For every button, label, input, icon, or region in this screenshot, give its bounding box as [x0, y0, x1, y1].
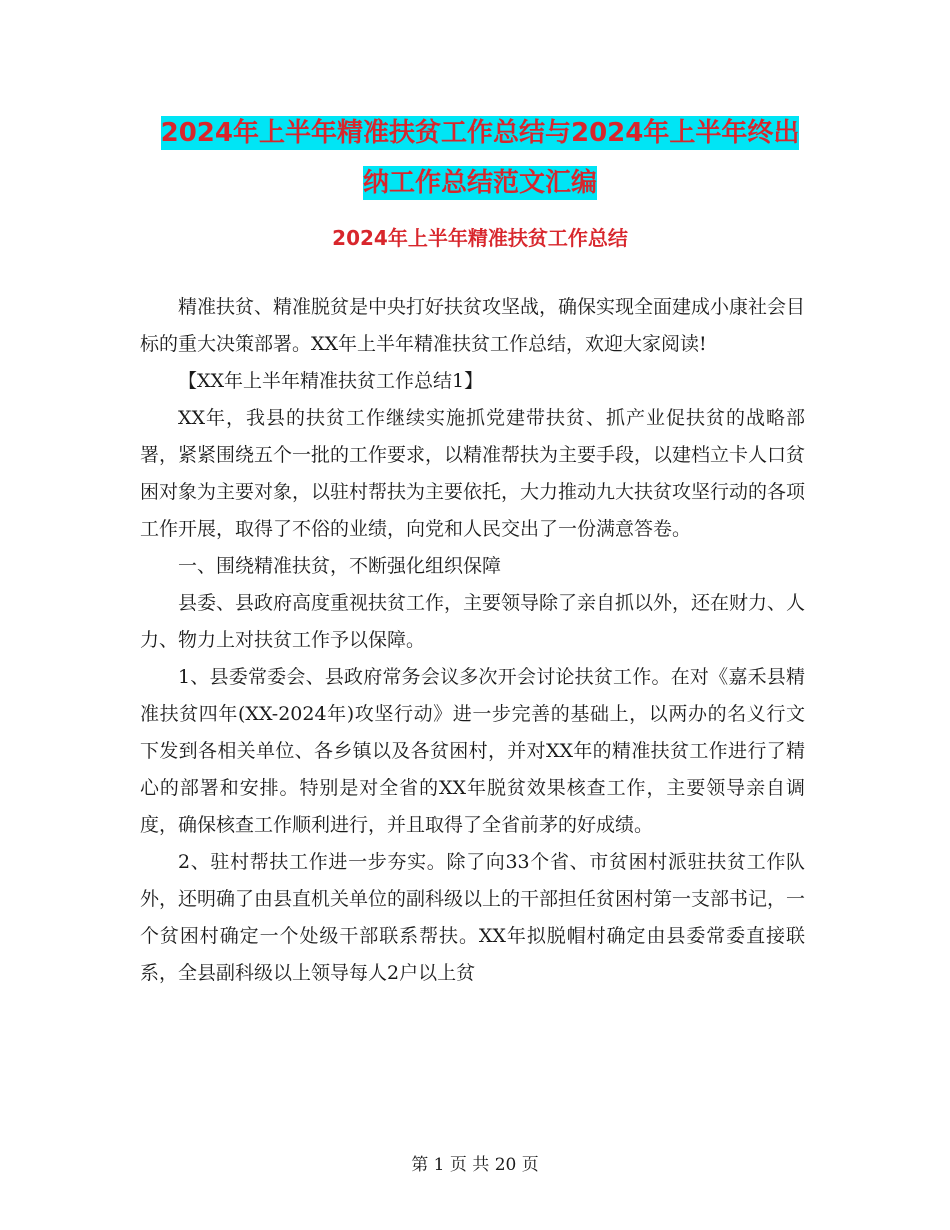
paragraph-overview: XX年，我县的扶贫工作继续实施抓党建带扶贫、抓产业促扶贫的战略部署，紧紧围绕五个一批的工作要求，以精准帮扶为主要手段，以建档立卡人口贫困对象为主要对象，以驻村帮扶为主要依托，大力推动九大扶贫攻坚行动的各项工作开展，取得了不俗的业绩，向党和人民交出了一份满意答卷。: [140, 407, 806, 540]
paragraph-leadership: 县委、县政府高度重视扶贫工作，主要领导除了亲自抓以外，还在财力、人力、物力上对扶贫工作予以保障。: [140, 592, 806, 651]
paragraph-intro: 精准扶贫、精准脱贫是中央打好扶贫攻坚战，确保实现全面建成小康社会目标的重大决策部署。XX年上半年精准扶贫工作总结，欢迎大家阅读!: [140, 296, 806, 355]
section-title: 2024年上半年精准扶贫工作总结: [332, 226, 628, 250]
document-title: [140, 108, 820, 208]
paragraph-heading-1: 一、围绕精准扶贫，不断强化组织保障: [178, 555, 502, 577]
document-title-line-2: 纳工作总结范文汇编: [362, 168, 597, 198]
paragraph-item-1: 1、县委常委会、县政府常务会议多次开会讨论扶贫工作。在对《嘉禾县精准扶贫四年(XX-2024年)攻坚行动》进一步完善的基础上，以两办的名义行文下发到各相关单位、各乡镇以及各贫困村，并对XX年的精准扶贫工作进行了精心的部署和安排。特别是对全省的XX年脱贫效果核查工作，主要领导亲自调度，确保核查工作顺利进行，并且取得了全省前茅的好成绩。: [140, 666, 805, 836]
page-footer: 第 1 页 共 20 页: [411, 1155, 539, 1175]
paragraph-subheading: 【XX年上半年精准扶贫工作总结1】: [178, 370, 484, 392]
document-body: [140, 289, 805, 992]
paragraph-item-2: 2、驻村帮扶工作进一步夯实。除了向33个省、市贫困村派驻扶贫工作队外，还明确了由县直机关单位的副科级以上的干部担任贫困村第一支部书记，一个贫困村确定一个处级干部联系帮扶。XX年拟脱帽村确定由县委常委直接联系，全县副科级以上领导每人2户以上贫: [140, 851, 806, 984]
document-title-line-1: 2024年上半年精准扶贫工作总结与2024年上半年终出: [160, 118, 800, 148]
